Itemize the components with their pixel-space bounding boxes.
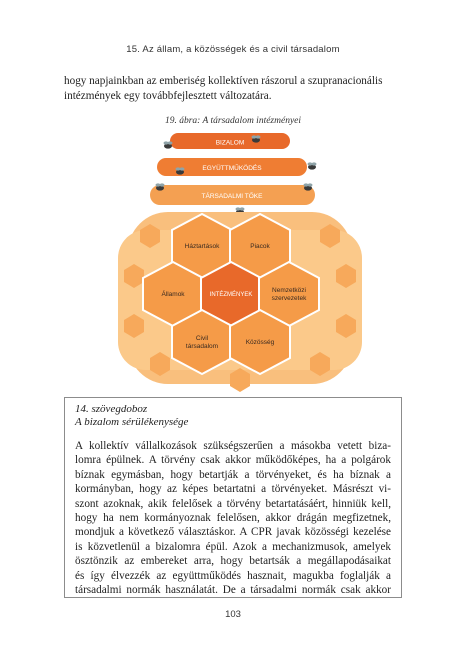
hex-community-label: Közösség (245, 339, 275, 346)
hex-international-orgs-label-2: szervezetek (271, 295, 307, 302)
intro-paragraph (64, 74, 404, 103)
text-box-line: társadalmi normák használatát. De a társadalmi normák csak akkor (75, 584, 391, 597)
honeycomb-diagram (110, 130, 370, 395)
hex-international-orgs-label-1: Nemzetközi (272, 287, 306, 294)
text-box-line: kormányban, hogy az képes betartatni a törvényeket. Másrészt vi- (75, 483, 391, 496)
bee-icon (176, 167, 185, 174)
bee-icon (304, 183, 313, 190)
bee-icon (252, 135, 261, 142)
bee-icon (308, 162, 317, 169)
bee-icon (156, 183, 165, 190)
hex-states-label: Államok (161, 291, 185, 298)
bee-icon (164, 141, 173, 148)
hex-households-label: Háztartások (184, 243, 220, 250)
institutions-figure (110, 130, 370, 395)
intro-line: intézmények egy továbbfejlesztett változatára. (64, 89, 272, 102)
layer-social-capital-label: TÁRSADALMI TŐKE (201, 193, 263, 200)
text-box-line: és így élvezzék az együttműködés hasznait, magukba foglalják a (75, 569, 391, 582)
text-box-line: is közvetlenül a bizalomra épül. Azok a mechanizmusok, amelyek (75, 540, 391, 553)
layer-cooperation-label: EGYÜTTMŰKÖDÉS (202, 165, 262, 172)
text-box-number: 14. szövegdoboz (75, 403, 148, 415)
page-number: 103 (225, 609, 241, 620)
layer-trust-label: BIZALOM (215, 139, 245, 147)
text-box-line: mondjuk a következő választáskor. A CPR javak közösségi kezelése (75, 526, 391, 539)
text-box-line: szont azoknak, akik felelősek a törvény betartatásáért, hinniük kell, (75, 497, 391, 510)
hex-markets-label: Piacok (250, 243, 270, 250)
text-box-line: bíznak egymásban, hogy betartják a törvényeket, és ha bíznak a (75, 468, 391, 481)
hex-civil-society-label-1: Civil (195, 335, 209, 342)
hex-civil-society-label-2: társadalom (185, 343, 219, 350)
text-box-body (75, 439, 391, 597)
figure-caption: 19. ábra: A társadalom intézményei (164, 116, 302, 126)
text-box (64, 397, 402, 598)
intro-line: hogy napjainkban az emberiség kollektíven rászorul a szupranacionális (64, 75, 383, 87)
text-box-title: A bizalom sérülékenysége (75, 416, 189, 428)
hex-institutions-label: INTÉZMÉNYEK (209, 292, 253, 298)
text-box-line: ösztönzik az embereket arra, hogy betartsák a megállapodásaikat (75, 555, 391, 568)
text-box-line: A kollektív vállalkozások szükségszerűen a másokba vetett biza- (75, 440, 391, 452)
text-box-line: lomra épülnek. A törvény csak akkor működőképes, ha a polgárok (75, 454, 391, 467)
text-box-line: hogy ha nem kormányoznak felelősen, akkor drágán megfizetnek, (75, 512, 391, 525)
running-head: 15. Az állam, a közösségek és a civil társadalom (126, 44, 340, 55)
